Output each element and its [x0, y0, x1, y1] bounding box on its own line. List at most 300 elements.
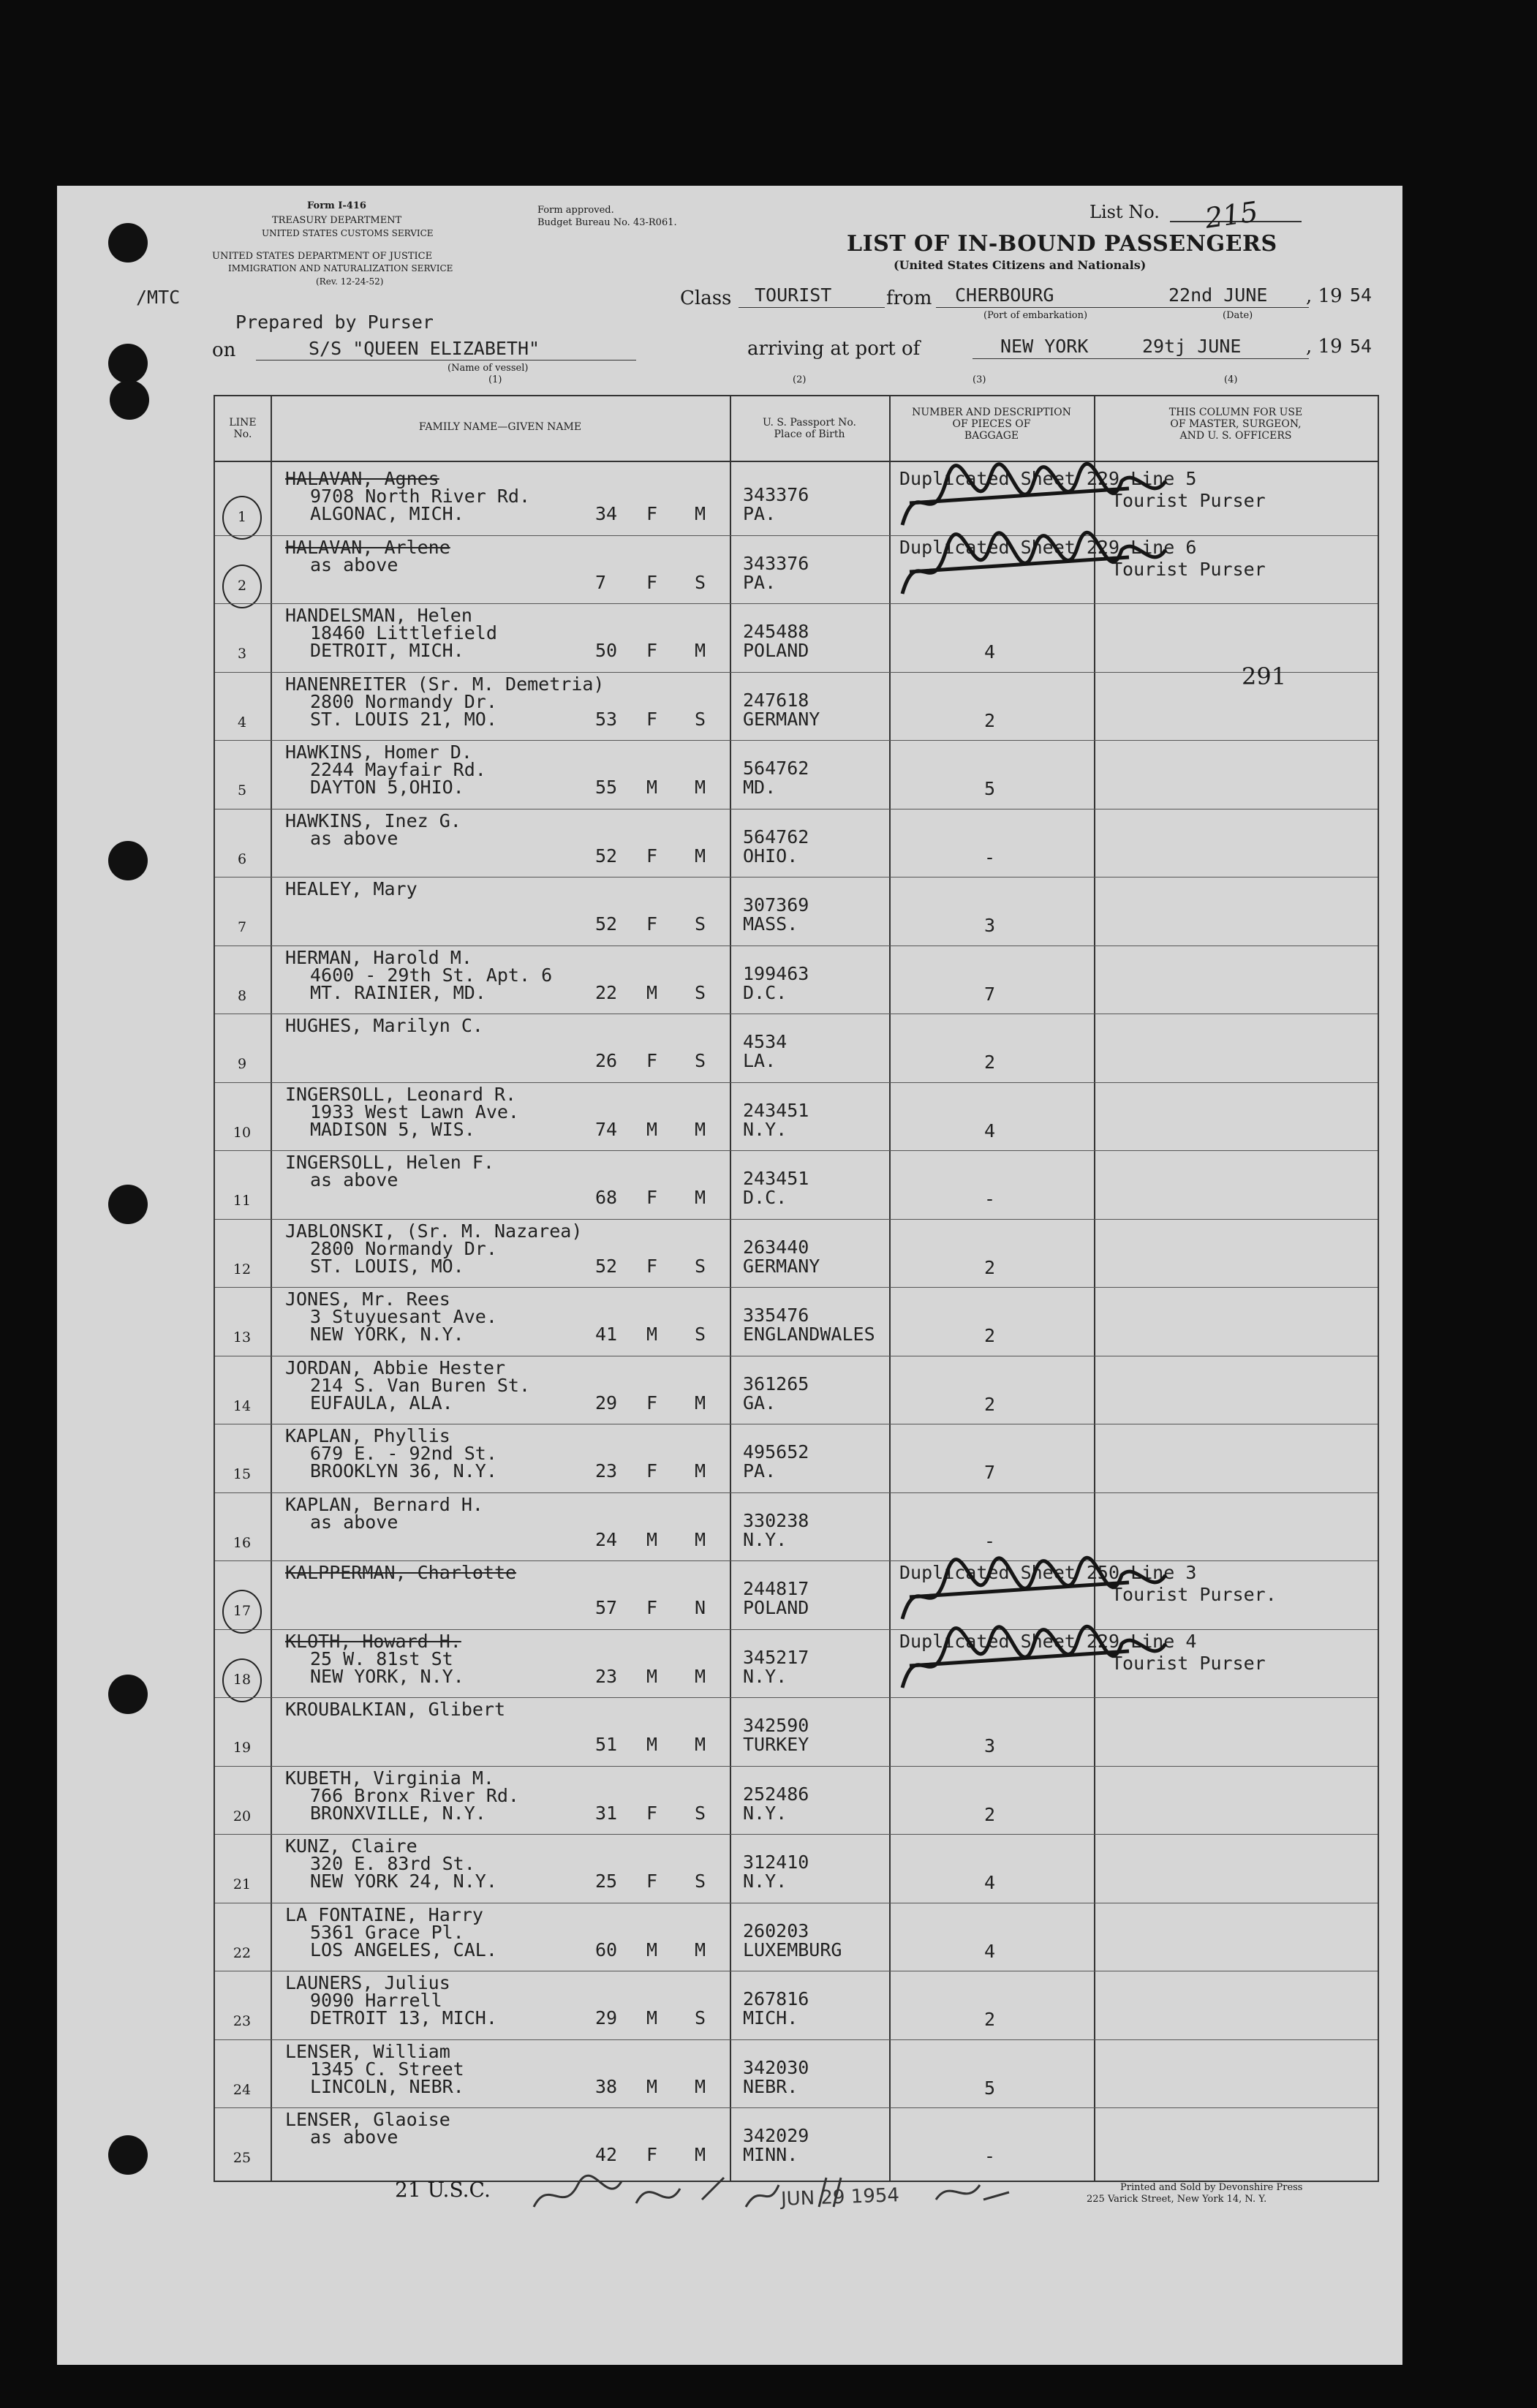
punch-hole [108, 841, 148, 880]
address-line-1: as above [310, 2126, 399, 2148]
passenger-name: JONES, Mr. Rees [285, 1288, 450, 1310]
passenger-name: INGERSOLL, Helen F. [285, 1152, 494, 1173]
place-of-birth: POLAND [743, 1597, 809, 1618]
officer-note-2: Tourist Purser [1111, 558, 1266, 580]
address-line-2: BRONXVILLE, N.Y. [310, 1802, 486, 1824]
place-of-birth: PA. [743, 571, 777, 593]
officer-note-1: Duplicated Sheet 229 Line 6 [899, 536, 1197, 558]
age: 31 [595, 1802, 618, 1824]
marital-status: M [695, 1939, 706, 1960]
passenger-name: INGERSOLL, Leonard R. [285, 1083, 517, 1105]
from-line [936, 307, 1155, 308]
marital-status: S [695, 981, 706, 1003]
baggage-count: 2 [984, 1256, 996, 1278]
vessel-note: (Name of vessel) [447, 363, 529, 374]
sex: M [646, 1665, 658, 1687]
address-line-2: MT. RAINIER, MD. [310, 981, 486, 1003]
line-number: 22 [233, 1944, 252, 1961]
table-row [215, 1424, 1378, 1492]
header-baggage: NUMBER AND DESCRIPTION OF PIECES OF BAGGAGE [912, 407, 1071, 442]
address-line-2: BROOKLYN 36, N.Y. [310, 1460, 497, 1482]
list-no-value: 215 [1203, 195, 1261, 235]
vessel-line [256, 360, 636, 361]
line-number: 6 [237, 850, 247, 867]
baggage-count: 2 [984, 2009, 996, 2030]
sex: F [646, 1050, 658, 1071]
punch-hole [108, 2135, 148, 2175]
address-line-2: ALGONAC, MICH. [310, 503, 464, 524]
age: 7 [595, 571, 607, 593]
line-number: 20 [233, 1808, 252, 1824]
printer-line-1: Printed and Sold by Devonshire Press [1120, 2182, 1303, 2193]
marital-status: S [695, 1324, 706, 1345]
passenger-name: HERMAN, Harold M. [285, 946, 472, 968]
table-row [215, 809, 1378, 877]
baggage-count: 2 [984, 709, 996, 731]
address-line-1: 2800 Normandy Dr. [310, 1237, 497, 1259]
address-line-1: 4600 - 29th St. Apt. 6 [310, 964, 553, 986]
baggage-count: - [984, 2145, 996, 2167]
baggage-count: 4 [984, 1872, 996, 1893]
age: 42 [595, 2144, 618, 2165]
baggage-count: 2 [984, 1325, 996, 1346]
baggage-count: 5 [984, 2077, 996, 2099]
page-subtitle: (United States Citizens and Nationals) [894, 258, 1147, 272]
age: 57 [595, 1597, 618, 1618]
passport-number: 267816 [743, 1988, 809, 2009]
marital-status: S [695, 913, 706, 935]
passenger-name: LENSER, William [285, 2040, 450, 2062]
table-row [215, 1697, 1378, 1766]
marital-status: S [695, 1255, 706, 1277]
arrival-date-line [1141, 358, 1309, 359]
address-line-1: as above [310, 827, 399, 849]
footer-usc: 21 U.S.C. [395, 2178, 491, 2202]
sex: M [646, 1939, 658, 1960]
place-of-birth: N.Y. [743, 1802, 788, 1824]
age: 53 [595, 708, 618, 730]
sex: M [646, 777, 658, 798]
table-row [215, 1903, 1378, 1971]
marital-status: S [695, 1802, 706, 1824]
marital-status: M [695, 1665, 706, 1687]
passport-number: 361265 [743, 1373, 809, 1394]
address-line-1: as above [310, 1511, 399, 1533]
from-note: (Port of embarkation) [983, 310, 1088, 321]
marital-status: M [695, 1187, 706, 1208]
dept-line-1: TREASURY DEPARTMENT [272, 215, 402, 226]
passenger-name: HANDELSMAN, Helen [285, 605, 472, 626]
table-row [215, 1219, 1378, 1288]
place-of-birth: NEBR. [743, 2075, 798, 2097]
place-of-birth: MD. [743, 777, 777, 798]
age: 26 [595, 1050, 618, 1071]
place-of-birth: GERMANY [743, 1255, 820, 1277]
age: 55 [595, 777, 618, 798]
line-circle [222, 1590, 262, 1634]
on-label: on [212, 339, 236, 361]
passport-number: 247618 [743, 689, 809, 711]
place-of-birth: OHIO. [743, 845, 798, 867]
place-of-birth: LUXEMBURG [743, 1939, 842, 1960]
vessel-name: S/S "QUEEN ELIZABETH" [309, 338, 540, 359]
sex: F [646, 2144, 658, 2165]
class-value: TOURIST [755, 284, 832, 306]
punch-hole [108, 1185, 148, 1224]
purser-signature [888, 528, 1195, 608]
place-of-birth: ENGLANDWALES [743, 1324, 875, 1345]
arriving-label: arriving at port of [747, 338, 921, 360]
passport-number: 345217 [743, 1646, 809, 1668]
printer-line-2: 225 Varick Street, New York 14, N. Y. [1087, 2194, 1267, 2205]
line-number: 8 [237, 987, 247, 1004]
table-row [215, 1150, 1378, 1219]
dept-line-2: UNITED STATES CUSTOMS SERVICE [262, 228, 434, 238]
passenger-name: JABLONSKI, (Sr. M. Nazarea) [285, 1220, 583, 1242]
line-number: 17 [233, 1603, 252, 1619]
passport-number: 199463 [743, 962, 809, 984]
place-of-birth: D.C. [743, 981, 788, 1003]
header-name: FAMILY NAME—GIVEN NAME [418, 421, 582, 433]
age: 74 [595, 1118, 618, 1140]
passenger-name: LA FONTAINE, Harry [285, 1903, 483, 1925]
passenger-name: LAUNERS, Julius [285, 1972, 450, 1993]
line-number: 2 [237, 577, 247, 594]
age: 52 [595, 845, 618, 867]
line-number: 15 [233, 1466, 252, 1482]
age: 52 [595, 1255, 618, 1277]
footer-stamp-date: JUN 29 1954 [780, 2184, 900, 2211]
address-line-1: 9090 Harrell [310, 1990, 442, 2011]
header-line-no: LINE No. [229, 417, 257, 440]
table-row [215, 1766, 1378, 1835]
budget-bureau: Budget Bureau No. 43-R061. [537, 217, 677, 228]
baggage-count: 2 [984, 1803, 996, 1825]
officer-note-1: Duplicated Sheet 250 Line 3 [899, 1562, 1197, 1583]
place-of-birth: TURKEY [743, 1734, 809, 1755]
passenger-name: KAPLAN, Phyllis [285, 1425, 450, 1446]
age: 38 [595, 2075, 618, 2097]
sex: F [646, 1460, 658, 1482]
sex: M [646, 1118, 658, 1140]
from-label: from [886, 287, 932, 309]
passenger-name: HAWKINS, Homer D. [285, 741, 472, 763]
passenger-name: LENSER, Glaoise [285, 2109, 450, 2130]
line-number: 12 [233, 1261, 252, 1277]
address-line-1: as above [310, 1169, 399, 1190]
baggage-count: 2 [984, 1393, 996, 1415]
baggage-count: - [984, 846, 996, 868]
arrival-year-prefix: , 19 [1306, 336, 1342, 358]
marital-status: S [695, 571, 706, 593]
form-number: Form I-416 [307, 200, 366, 211]
line-number: 1 [237, 509, 247, 525]
table-row [215, 946, 1378, 1014]
marital-status: S [695, 1050, 706, 1071]
address-line-2: NEW YORK 24, N.Y. [310, 1871, 497, 1892]
marital-status: M [695, 2144, 706, 2165]
table-row [215, 672, 1378, 741]
col-num-1: (1) [488, 374, 502, 385]
table-row [215, 1629, 1378, 1698]
marital-status: N [695, 1597, 706, 1618]
line-number: 24 [233, 2081, 252, 2098]
marital-status: M [695, 1460, 706, 1482]
passport-number: 343376 [743, 552, 809, 574]
table-row [215, 1356, 1378, 1424]
line-number: 9 [237, 1056, 247, 1072]
line-circle [222, 496, 262, 540]
age: 68 [595, 1187, 618, 1208]
passenger-name: JORDAN, Abbie Hester [285, 1356, 506, 1378]
age: 29 [595, 1392, 618, 1414]
passport-number: 343376 [743, 484, 809, 505]
line-number: 5 [237, 782, 247, 799]
departure-year: 54 [1350, 284, 1372, 306]
purser-signature [888, 1622, 1195, 1702]
address-line-1: 5361 Grace Pl. [310, 1921, 464, 1943]
baggage-count: - [984, 1188, 996, 1209]
age: 60 [595, 1939, 618, 1960]
line-circle [222, 1658, 262, 1702]
address-line-1: 679 E. - 92nd St. [310, 1443, 497, 1464]
address-line-2: NEW YORK, N.Y. [310, 1324, 464, 1345]
baggage-count: 4 [984, 1940, 996, 1962]
line-number: 7 [237, 919, 247, 935]
revision: (Rev. 12-24-52) [316, 276, 384, 287]
marital-status: M [695, 1118, 706, 1140]
sex: F [646, 1392, 658, 1414]
table-row [215, 1014, 1378, 1082]
address-line-2: DAYTON 5,OHIO. [310, 777, 464, 798]
place-of-birth: MINN. [743, 2144, 798, 2165]
place-of-birth: LA. [743, 1050, 777, 1071]
arrival-port: NEW YORK [1000, 336, 1089, 357]
age: 51 [595, 1734, 618, 1755]
marital-status: S [695, 708, 706, 730]
sex: F [646, 913, 658, 935]
passport-number: 243451 [743, 1168, 809, 1189]
sex: F [646, 1802, 658, 1824]
baggage-count: 7 [984, 983, 996, 1005]
passport-number: 564762 [743, 758, 809, 779]
table-row [215, 1082, 1378, 1151]
dept-line-4: IMMIGRATION AND NATURALIZATION SERVICE [228, 263, 453, 273]
address-line-1: 214 S. Van Buren St. [310, 1374, 531, 1396]
marital-status: M [695, 640, 706, 661]
address-line-2: LOS ANGELES, CAL. [310, 1939, 497, 1960]
footer-handwritten-initials [526, 2170, 1038, 2222]
address-line-2: DETROIT, MICH. [310, 640, 464, 661]
sex: F [646, 1597, 658, 1618]
passport-number: 312410 [743, 1852, 809, 1873]
baggage-count: 3 [984, 915, 996, 936]
table-row [215, 1492, 1378, 1561]
from-value: CHERBOURG [955, 284, 1054, 306]
officer-note-2: Tourist Purser. [1111, 1584, 1277, 1605]
baggage-count: 5 [984, 778, 996, 799]
line-number: 4 [237, 714, 247, 731]
table-row [215, 1560, 1378, 1629]
col-num-2: (2) [793, 374, 807, 385]
passenger-name: HANENREITER (Sr. M. Demetria) [285, 673, 605, 695]
marital-status: M [695, 1734, 706, 1755]
col-num-4: (4) [1224, 374, 1238, 385]
age: 50 [595, 640, 618, 661]
arrival-date: 29tj JUNE [1142, 336, 1242, 357]
table-row [215, 1834, 1378, 1903]
line-circle [222, 565, 262, 608]
place-of-birth: N.Y. [743, 1871, 788, 1892]
sex: F [646, 640, 658, 661]
officer-note-2: Tourist Purser [1111, 490, 1266, 511]
place-of-birth: N.Y. [743, 1118, 788, 1140]
line-number: 14 [233, 1397, 252, 1414]
sex: F [646, 1871, 658, 1892]
marital-status: M [695, 2075, 706, 2097]
age: 52 [595, 913, 618, 935]
punch-hole [108, 223, 148, 263]
table-row [215, 1971, 1378, 2039]
address-line-2: LINCOLN, NEBR. [310, 2075, 464, 2097]
age: 41 [595, 1324, 618, 1345]
header-officers: THIS COLUMN FOR USE OF MASTER, SURGEON, AND U. S. OFFICERS [1168, 407, 1303, 442]
passenger-name: HALAVAN, Arlene [285, 536, 450, 558]
baggage-count: 7 [984, 1462, 996, 1483]
address-line-1: 2800 Normandy Dr. [310, 690, 497, 712]
class-line [739, 307, 885, 308]
age: 23 [595, 1460, 618, 1482]
passenger-name: HAWKINS, Inez G. [285, 809, 461, 831]
passport-number: 342029 [743, 2125, 809, 2146]
passenger-table [214, 395, 1379, 2182]
line-number: 11 [233, 1193, 252, 1209]
table-row [215, 467, 1378, 535]
line-number: 10 [233, 1124, 252, 1141]
line-number: 19 [233, 1740, 252, 1756]
place-of-birth: MASS. [743, 913, 798, 935]
officer-note-2: Tourist Purser [1111, 1652, 1266, 1674]
address-line-1: 2244 Mayfair Rd. [310, 759, 486, 780]
passenger-name: HALAVAN, Agnes [285, 468, 439, 489]
marital-status: S [695, 1871, 706, 1892]
address-line-1: 766 Bronx River Rd. [310, 1784, 519, 1806]
sex: M [646, 2075, 658, 2097]
form-approved: Form approved. [537, 205, 614, 216]
age: 25 [595, 1871, 618, 1892]
address-line-1: 3 Stuyuesant Ave. [310, 1306, 497, 1327]
sex: M [646, 1324, 658, 1345]
officer-note-1: Duplicated Sheet 229 Line 4 [899, 1630, 1197, 1652]
passport-number: 307369 [743, 894, 809, 916]
age: 34 [595, 503, 618, 524]
passenger-name: KALPPERMAN, Charlotte [285, 1562, 517, 1583]
passport-number: 260203 [743, 1920, 809, 1941]
line-number: 3 [237, 646, 247, 662]
arrival-year: 54 [1350, 336, 1372, 357]
address-line-1: 1933 West Lawn Ave. [310, 1101, 519, 1122]
marital-status: M [695, 1528, 706, 1550]
passport-number: 564762 [743, 826, 809, 848]
table-row [215, 603, 1378, 672]
line-number: 23 [233, 2013, 252, 2029]
line-number: 13 [233, 1329, 252, 1345]
place-of-birth: PA. [743, 1460, 777, 1482]
passport-number: 263440 [743, 1236, 809, 1258]
sex: M [646, 1734, 658, 1755]
place-of-birth: GERMANY [743, 708, 820, 730]
line-number: 16 [233, 1534, 252, 1551]
place-of-birth: MICH. [743, 2007, 798, 2028]
place-of-birth: POLAND [743, 640, 809, 661]
departure-date: 22nd JUNE [1168, 284, 1268, 306]
passenger-name: KUBETH, Virginia M. [285, 1767, 494, 1789]
line-number: 21 [233, 1876, 252, 1892]
table-row [215, 2039, 1378, 2108]
baggage-count: 3 [984, 1735, 996, 1756]
passenger-name: KUNZ, Claire [285, 1835, 418, 1857]
prepared-by: Prepared by Purser [235, 312, 434, 333]
table-row [215, 2107, 1378, 2176]
age: 29 [595, 2007, 618, 2028]
passport-number: 252486 [743, 1783, 809, 1805]
table-row [215, 877, 1378, 946]
passport-number: 244817 [743, 1578, 809, 1599]
age: 22 [595, 981, 618, 1003]
sex: M [646, 1528, 658, 1550]
page-title: LIST OF IN-BOUND PASSENGERS [847, 231, 1277, 257]
baggage-count: 4 [984, 641, 996, 663]
address-line-2: DETROIT 13, MICH. [310, 2007, 497, 2028]
sex: M [646, 981, 658, 1003]
address-line-2: MADISON 5, WIS. [310, 1118, 475, 1140]
passport-number: 342030 [743, 2056, 809, 2078]
passport-number: 330238 [743, 1509, 809, 1531]
sex: F [646, 1255, 658, 1277]
passport-number: 243451 [743, 1099, 809, 1121]
marital-status: M [695, 845, 706, 867]
sex: F [646, 708, 658, 730]
marital-status: M [695, 1392, 706, 1414]
address-line-1: 320 E. 83rd St. [310, 1853, 475, 1874]
marital-status: M [695, 503, 706, 524]
address-line-1: 9708 North River Rd. [310, 486, 531, 507]
address-line-1: as above [310, 554, 399, 575]
baggage-count: - [984, 1530, 996, 1552]
table-row [215, 535, 1378, 604]
passenger-name: KROUBALKIAN, Glibert [285, 1699, 506, 1720]
port-line [973, 358, 1148, 359]
line-number: 18 [233, 1671, 252, 1688]
sex: F [646, 503, 658, 524]
passenger-name: KLOTH, Howard H. [285, 1630, 461, 1652]
place-of-birth: N.Y. [743, 1665, 788, 1687]
baggage-count: 4 [984, 1120, 996, 1141]
address-line-2: ST. LOUIS, MO. [310, 1255, 464, 1277]
baggage-count: 2 [984, 1052, 996, 1073]
table-row [215, 740, 1378, 809]
place-of-birth: D.C. [743, 1187, 788, 1208]
passenger-name: HUGHES, Marilyn C. [285, 1015, 483, 1036]
margin-mark: /MTC [136, 287, 181, 308]
place-of-birth: GA. [743, 1392, 777, 1414]
dept-line-3: UNITED STATES DEPARTMENT OF JUSTICE [212, 251, 433, 262]
stamp-number: 291 [1242, 663, 1287, 690]
address-line-2: EUFAULA, ALA. [310, 1392, 453, 1414]
punch-hole [110, 380, 149, 420]
class-label: Class [680, 287, 732, 309]
sex: M [646, 2007, 658, 2028]
